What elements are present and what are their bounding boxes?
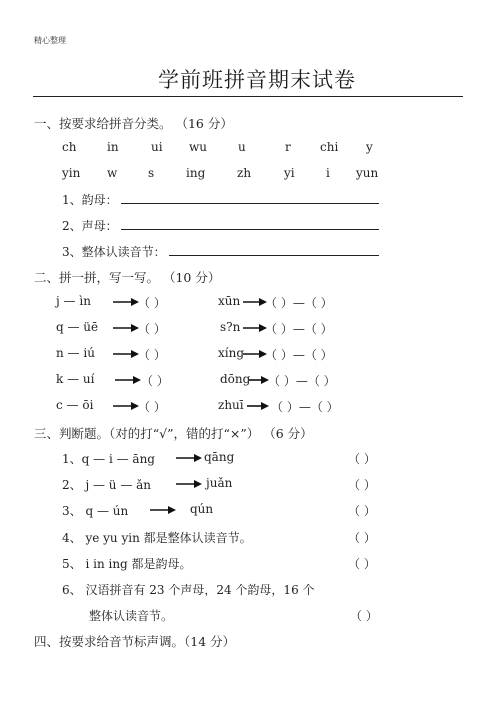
answer-blank[interactable]: （ ） — [141, 374, 169, 388]
section1-heading: 一、按要求给拼音分类。 （16 分） — [34, 116, 233, 131]
judgement-text: 4、 ye yu yin 都是整体认读音节。 — [62, 531, 252, 545]
answer-blanks[interactable]: （ ）—（ ） — [265, 348, 333, 362]
arrow-icon — [113, 323, 139, 333]
spelling-right: xíng — [218, 346, 245, 360]
section3-heading: 三、判断题。（对的打“√”，错的打“×”） （6 分） — [34, 426, 313, 441]
judgement-result: qāng — [204, 450, 235, 464]
answer-blanks[interactable]: （ ）—（ ） — [271, 400, 339, 414]
title-divider — [33, 96, 463, 97]
spelling-right: s?n — [220, 320, 241, 334]
arrow-icon — [247, 401, 269, 411]
header-tag: 精心整理 — [34, 36, 66, 45]
arrow-icon — [150, 505, 176, 515]
question-initials — [62, 217, 379, 234]
answer-blank[interactable]: （ ） — [138, 322, 166, 336]
arrow-icon — [176, 479, 202, 489]
arrow-icon — [243, 297, 267, 307]
pinyin-item: w — [107, 166, 118, 180]
arrow-icon — [113, 401, 139, 411]
question-vowels — [62, 191, 379, 208]
pinyin-item: r — [285, 140, 291, 154]
pinyin-item: in — [107, 140, 119, 154]
judgement-text: 5、 i in ing 都是韵母。 — [62, 557, 192, 571]
page-title: 学前班拼音期末试卷 — [158, 68, 356, 92]
judgement-result: qún — [190, 502, 214, 516]
section2-heading: 二、拼一拼，写一写。 （10 分） — [34, 270, 221, 285]
question-label: 1、韵母： — [62, 193, 118, 207]
pinyin-item: s — [148, 166, 155, 180]
section4-heading: 四、按要求给音节标声调。（14 分） — [34, 634, 236, 649]
spelling-right: zhuī — [218, 398, 244, 412]
pinyin-item: yi — [284, 166, 295, 180]
arrow-icon — [115, 375, 141, 385]
judgement-answer-paren[interactable]: （ ） — [348, 504, 376, 518]
answer-blank[interactable]: （ ） — [138, 348, 166, 362]
judgement-answer-paren[interactable]: （ ） — [348, 452, 376, 466]
judgement-text: 6、 汉语拼音有 23 个声母，24 个韵母，16 个 — [62, 583, 315, 597]
answer-blank[interactable]: （ ） — [138, 296, 166, 310]
answer-blanks[interactable]: （ ）—（ ） — [265, 322, 333, 336]
spelling-left: k — uí — [56, 372, 95, 386]
question-label: 3、整体认读音节： — [62, 245, 166, 259]
question-whole-syllables — [62, 243, 379, 260]
pinyin-item: y — [366, 140, 373, 154]
spelling-right: dōng — [220, 372, 251, 386]
judgement-text: 3、 q — ún — [62, 504, 129, 518]
arrow-icon — [113, 297, 139, 307]
arrow-icon — [243, 323, 267, 333]
judgement-answer-paren[interactable]: （ ） — [350, 609, 378, 623]
answer-blank[interactable]: （ ） — [138, 400, 166, 414]
pinyin-item: zh — [237, 166, 252, 180]
pinyin-item: i — [326, 166, 330, 180]
judgement-text: 2、 j — ü — ǎn — [62, 478, 152, 492]
pinyin-item: ch — [62, 140, 77, 154]
pinyin-item: u — [238, 140, 246, 154]
judgement-result: juǎn — [206, 476, 233, 490]
arrow-icon — [243, 349, 267, 359]
judgement-answer-paren[interactable]: （ ） — [348, 531, 376, 545]
arrow-icon — [176, 453, 202, 463]
answer-blanks[interactable]: （ ）—（ ） — [268, 374, 336, 388]
question-label: 2、声母： — [62, 219, 118, 233]
spelling-left: q — üē — [56, 320, 99, 334]
pinyin-item: yun — [356, 166, 379, 180]
spelling-right: xūn — [218, 294, 241, 308]
judgement-answer-paren[interactable]: （ ） — [348, 478, 376, 492]
arrow-icon — [113, 349, 139, 359]
answer-blank[interactable] — [121, 193, 379, 204]
spelling-left: n — iú — [56, 346, 95, 360]
pinyin-item: ui — [151, 140, 163, 154]
answer-blanks[interactable]: （ ）—（ ） — [265, 296, 333, 310]
judgement-text: 1、q — i — āng — [62, 452, 155, 466]
answer-blank[interactable] — [121, 219, 379, 230]
pinyin-item: yin — [62, 166, 81, 180]
pinyin-item: chi — [320, 140, 339, 154]
judgement-text-continued: 整体认读音节。 — [89, 609, 174, 623]
spelling-left: c — ōi — [56, 398, 94, 412]
pinyin-item: ing — [186, 166, 206, 180]
judgement-answer-paren[interactable]: （ ） — [348, 557, 376, 571]
arrow-icon — [249, 375, 269, 385]
answer-blank[interactable] — [169, 245, 379, 256]
pinyin-item: wu — [189, 140, 207, 154]
spelling-left: j — ìn — [56, 294, 91, 308]
